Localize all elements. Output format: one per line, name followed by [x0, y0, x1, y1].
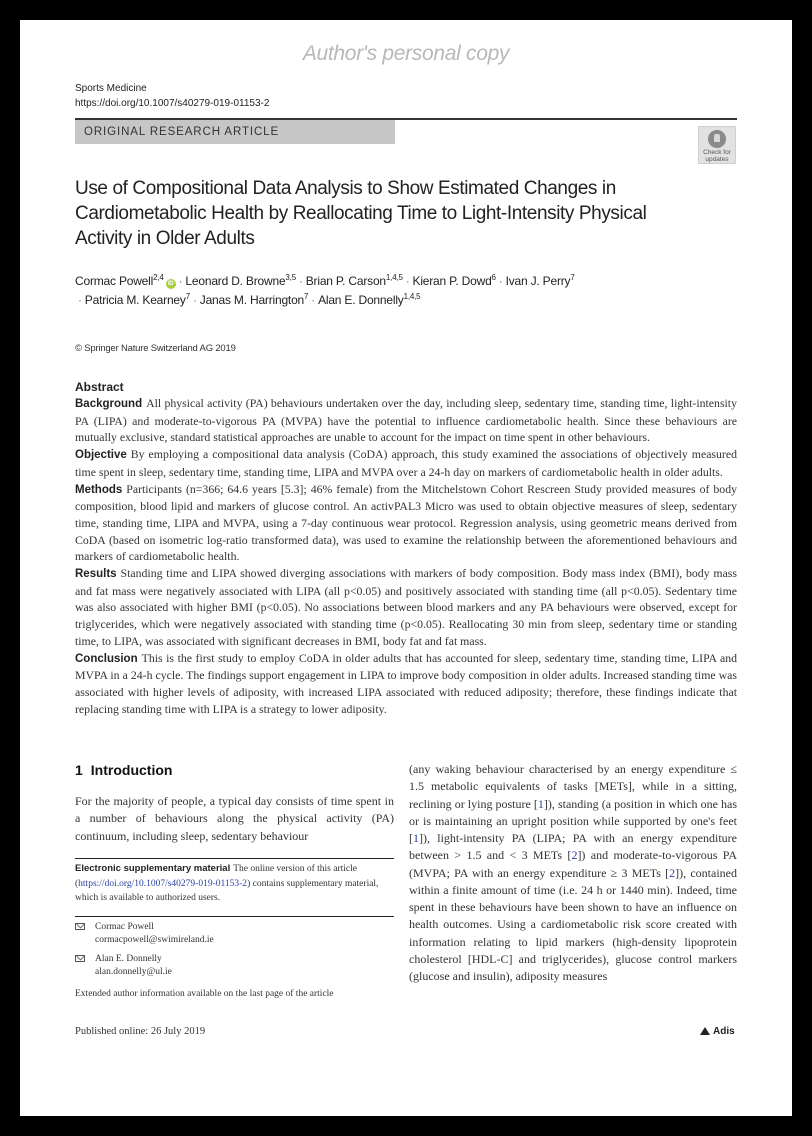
author-affiliation: 6	[491, 273, 496, 282]
author[interactable]	[185, 274, 296, 288]
intro-column-left	[75, 793, 394, 845]
check-for-updates-label: Check for updates	[703, 149, 731, 163]
copyright-notice: © Springer Nature Switzerland AG 2019	[75, 343, 236, 354]
citation-link[interactable]: 2	[571, 848, 578, 863]
contact-name: Cormac Powell	[95, 922, 154, 932]
envelope-icon	[75, 955, 85, 962]
journal-name: Sports Medicine	[75, 83, 147, 94]
intro-paragraph: For the majority of people, a typical day consists of time spent in a number of behaviours along the physical activity (PA) continuum, including sleep, sedentary behaviour	[75, 794, 394, 843]
extended-author-info: Extended author information available on the last page of the article	[75, 989, 334, 999]
author-name: Kieran P. Dowd	[412, 274, 492, 288]
author-separator: ·	[298, 274, 303, 288]
author-separator: ·	[78, 293, 82, 307]
author-separator: ·	[498, 274, 503, 288]
abstract-background: Background All physical activity (PA) behaviours undertaken over the day, including sleep, sedentary time, standing time, light-intensity PA (LIPA) and moderate-to-vigorous PA (MVPA) have the potential to influence cardiometabolic health. Since these behaviours are mutually exclusive, standard statistical approaches are unable to account for the impact on time spent in other behaviours.	[75, 396, 737, 445]
check-for-updates-button[interactable]	[698, 126, 736, 164]
watermark: Author's personal copy	[302, 42, 510, 65]
author-separator: ·	[192, 293, 197, 307]
contact-email[interactable]: alan.donnelly@ul.ie	[95, 966, 172, 977]
abstract-results: Results Standing time and LIPA showed diverging associations with markers of body composition. Body mass index (BMI), body mass and fat mass were negatively associated with LIPA (all p<0.05) and positively associated with standing time (all p<0.05). Sedentary time was also associated with higher BMI (p<0.05). No associations between blood markers and any PA behaviours were observed, except for triglycerides, which were negatively associated with standing time (p<0.05). Reallocating 30 min from sleep, sedentary time or standing time, to LIPA, was associated with significant decreases in BMI, body fat and fat mass.	[75, 566, 737, 648]
citation-link[interactable]: 2	[669, 865, 676, 880]
supplementary-link[interactable]: https://doi.org/10.1007/s40279-019-01153-2	[78, 878, 248, 889]
author-affiliation: 1,4,5	[403, 292, 421, 301]
author-separator: ·	[178, 274, 183, 288]
footnote-rule-top	[75, 858, 394, 859]
author-name: Alan E. Donnelly	[318, 293, 404, 307]
contact-author-2	[75, 953, 394, 978]
envelope-icon	[75, 923, 85, 930]
author-affiliation: 7	[304, 292, 309, 301]
contact-author-1	[75, 921, 394, 946]
orcid-icon[interactable]: iD	[166, 279, 176, 289]
publisher-logo: Adis	[700, 1026, 735, 1037]
contact-email[interactable]: cormacpowell@swimireland.ie	[95, 934, 214, 945]
article-title: Use of Compositional Data Analysis to Show Estimated Changes in Cardiometabolic Health by Reallocating Time to Light-Intensity Physical Activity in Older Adults	[75, 178, 647, 249]
author[interactable]	[318, 293, 420, 307]
author[interactable]	[306, 274, 403, 288]
citation-link[interactable]: 1	[413, 831, 419, 845]
author-separator: ·	[405, 274, 410, 288]
author-list	[75, 272, 715, 310]
author[interactable]	[85, 293, 190, 307]
author[interactable]	[75, 274, 176, 288]
abstract-objective: Objective By employing a compositional data analysis (CoDA) approach, this study examined the associations of objectively measured time spent in sleep, sedentary time, standing time, LIPA and MVPA over a 24-h day on markers of cardiometabolic health in older adults.	[75, 447, 737, 479]
author-name: Patricia M. Kearney	[84, 293, 186, 307]
footnote-rule-bottom	[75, 916, 394, 917]
journal-header	[75, 81, 269, 111]
author-name: Brian P. Carson	[305, 274, 386, 288]
author-affiliation: 2,4	[153, 273, 164, 282]
paper-page	[20, 20, 792, 1116]
author-affiliation: 1,4,5	[385, 273, 403, 282]
crossmark-icon	[708, 130, 726, 148]
author[interactable]	[506, 274, 575, 288]
author-affiliation: 3,5	[285, 273, 296, 282]
author[interactable]	[200, 293, 309, 307]
abstract-heading: Abstract	[75, 380, 124, 394]
author-name: Leonard D. Browne	[185, 274, 286, 288]
intro-paragraph-continued: (any waking behaviour characterised by an energy expenditure ≤ 1.5 metabolic equivalents of tasks [METs], while in a sitting, reclining or lying posture [1]), standing (a position in which one has or is maintaining an upright position while supported by one's feet [1]), light-intensity PA (LIPA; PA with an energy expenditure between > 1.5 and < 3 METs [2]) and moderate-to-vigorous PA (MVPA; PA with an energy expenditure ≥ 3 METs [2]), contained within a finite amount of time (i.e. 24 h or 1440 min). Indeed, time spent in these behaviours have been shown to have an influence on health outcomes. Using a cardiometabolic risk score created with information relating to lipid markers (high-density lipoprotein cholesterol [HDL-C] and triglycerides), glucose control markers (glucose and insulin), adiposity measures	[409, 762, 738, 983]
published-date: Published online: 26 July 2019	[75, 1026, 206, 1037]
citation-link[interactable]: 1	[537, 796, 544, 811]
doi-link[interactable]: https://doi.org/10.1007/s40279-019-01153-2	[75, 98, 270, 109]
abstract-methods: Methods Participants (n=366; 64.6 years [5.3]; 46% female) from the Mitchelstown Cohort Rescreen Study provided measures of body composition, blood lipid and markers of glucose control. An activPAL3 Micro was used to obtain objective measures of sleep, sedentary time, standing time, LIPA and MVPA, using a 7-day continuous wear protocol. Regression analysis, using geometric means derived from CoDA (based on isometric log-ratio transformed data), was used to examine the relationship between the aforementioned behaviours and markers of cardiometabolic health.	[75, 481, 737, 564]
section-heading-introduction: 1 Introduction	[75, 762, 173, 778]
abstract-conclusion: Conclusion This is the first study to employ CoDA in older adults that has accounted for sleep, sedentary time, standing time, LIPA and MVPA in a 24-h cycle. The findings support engagement in LIPA to improve body composition in older adults. Increased standing time was associated with higher levels of adiposity, with increased LIPA associated with reduced adiposity; therefore, these findings indicate that replacing standing time with LIPA is a strategy to lower adiposity.	[75, 650, 737, 716]
author-separator: ·	[311, 293, 316, 307]
author-name: Ivan J. Perry	[505, 274, 571, 288]
adis-triangle-icon	[700, 1027, 710, 1035]
author[interactable]	[413, 274, 496, 288]
author-name: Janas M. Harrington	[199, 293, 305, 307]
author-affiliation: 7	[570, 273, 575, 282]
abstract-body	[75, 395, 737, 717]
author-affiliation: 7	[185, 292, 190, 301]
supplementary-material-note: Electronic supplementary material The online version of this article (https://doi.org/10.1007/s40279-019-01153-2) contains supplementary material, which is available to authorized users.	[75, 863, 379, 903]
contact-name: Alan E. Donnelly	[95, 954, 162, 964]
article-type-banner: ORIGINAL RESEARCH ARTICLE	[75, 120, 395, 144]
intro-column-right	[409, 761, 737, 985]
author-name: Cormac Powell	[75, 274, 154, 288]
